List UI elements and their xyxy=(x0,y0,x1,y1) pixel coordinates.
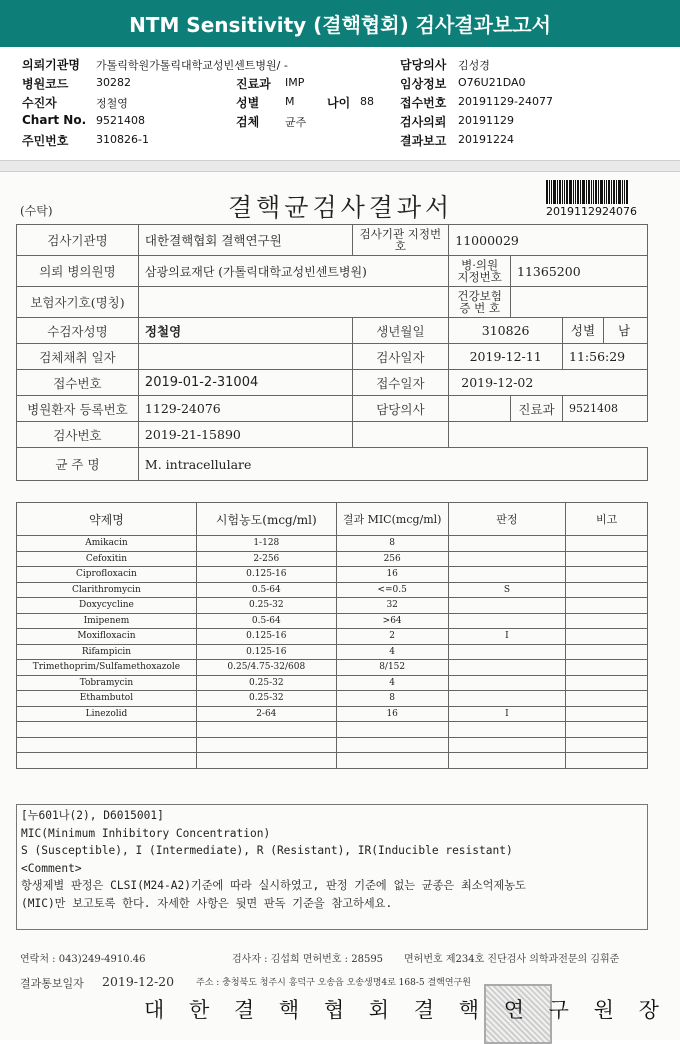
barcode-bar xyxy=(626,180,628,204)
empty-cell xyxy=(336,753,448,769)
barcode-bar xyxy=(577,180,579,204)
test-date-label: 검사일자 xyxy=(352,344,449,370)
resident-no: 310826-1 xyxy=(96,133,149,146)
barcode-bar xyxy=(616,180,617,204)
cell-remarks xyxy=(566,660,648,676)
col-header-drug: 약제명 xyxy=(17,503,197,536)
footer-report-date-label: 결과통보일자 xyxy=(20,977,84,990)
dob-label: 생년월일 xyxy=(352,318,449,344)
recv-date: 2019-12-02 xyxy=(449,370,648,396)
cell-concentration: 0.25-32 xyxy=(196,675,336,691)
note-line: (MIC)만 보고토록 한다. 자세한 사항은 뒷면 판독 기준을 참고하세요. xyxy=(21,896,393,910)
footer-specialist: 면허번호 제234호 진단검사 의학과전문의 김휘준 xyxy=(404,954,620,965)
organism-label: 균 주 명 xyxy=(17,448,139,481)
barcode-bar xyxy=(604,180,605,204)
cell-drug: Doxycycline xyxy=(17,598,197,614)
result-report-date: 20191224 xyxy=(458,133,514,146)
cell-drug: Amikacin xyxy=(17,536,197,552)
cell-interpretation xyxy=(448,675,566,691)
recv-no: 2019-01-2-31004 xyxy=(138,370,352,396)
cell-remarks xyxy=(566,613,648,629)
cell-mic: 4 xyxy=(336,675,448,691)
note-line: 항생제별 판정은 CLSI(M24-A2)기준에 따라 실시하였고, 판정 기준에 없는 균종은 최소억제농도 xyxy=(21,879,526,892)
col-header-concentration: 시험농도(mcg/ml) xyxy=(196,503,336,536)
cell-mic: 8 xyxy=(336,536,448,552)
cell-drug: Trimethoprim/Sulfamethoxazole xyxy=(17,660,197,676)
scanned-result-form xyxy=(0,172,680,1040)
barcode-bar xyxy=(573,180,574,204)
barcode-bar xyxy=(598,180,599,204)
cell-remarks xyxy=(566,551,648,567)
barcode-bar xyxy=(591,180,592,204)
lab-code: 11000029 xyxy=(449,225,648,256)
test-date: 2019-12-11 xyxy=(449,344,563,370)
cell-remarks xyxy=(566,582,648,598)
footer-address: 주소 : 충청북도 청주시 흥덕구 오송읍 오송생명4로 168-5 결핵연구원 xyxy=(196,978,471,988)
table-row xyxy=(17,613,648,629)
hospital-label: 의뢰 병의원명 xyxy=(17,256,139,287)
barcode-bar xyxy=(586,180,587,204)
cell-drug: Clarithromycin xyxy=(17,582,197,598)
table-row xyxy=(17,660,648,676)
cell-mic: 4 xyxy=(336,644,448,660)
table-row xyxy=(17,551,648,567)
barcode-image xyxy=(546,180,638,204)
test-no: 2019-21-15890 xyxy=(138,422,352,448)
sex: M xyxy=(285,95,295,108)
cell-interpretation xyxy=(448,691,566,707)
footer-report-date: 2019-12-20 xyxy=(102,974,175,989)
barcode-bar xyxy=(624,180,625,204)
cell-interpretation: I xyxy=(448,629,566,645)
empty-cell xyxy=(336,722,448,738)
dept-label: 진료과 xyxy=(511,396,563,422)
cell-remarks xyxy=(566,629,648,645)
cell-mic: 2 xyxy=(336,629,448,645)
empty-cell xyxy=(448,737,566,753)
cell-interpretation: S xyxy=(448,582,566,598)
cell-interpretation xyxy=(448,660,566,676)
cell-mic: 32 xyxy=(336,598,448,614)
lab-name: 대한결핵협회 결핵연구원 xyxy=(138,225,352,256)
cell-drug: Moxifloxacin xyxy=(17,629,197,645)
cell-remarks xyxy=(566,567,648,583)
cell-mic: 256 xyxy=(336,551,448,567)
cell-drug: Cefoxitin xyxy=(17,551,197,567)
barcode-bar xyxy=(559,180,561,204)
cell-interpretation xyxy=(448,598,566,614)
form-dept: 9521408 xyxy=(563,396,648,422)
form-title: 결핵균검사결과서 xyxy=(228,193,454,222)
cell-concentration: 1-128 xyxy=(196,536,336,552)
cell-remarks xyxy=(566,691,648,707)
cell-concentration: 2-256 xyxy=(196,551,336,567)
organism: M. intracellulare xyxy=(138,448,647,481)
table-row xyxy=(17,567,648,583)
lab-name-label: 검사기관명 xyxy=(17,225,139,256)
barcode-bar xyxy=(575,180,576,204)
susceptibility-table xyxy=(16,502,648,769)
note-line: [누601나(2), D6015001] xyxy=(21,809,164,822)
barcode-bar xyxy=(564,180,565,204)
barcode-bar xyxy=(606,180,607,204)
cell-mic: 8/152 xyxy=(336,660,448,676)
barcode-bar xyxy=(566,180,568,204)
empty-cell xyxy=(17,737,197,753)
ins-no-value xyxy=(511,287,648,318)
label-sex: 성별 xyxy=(236,96,260,110)
recv-date-label: 접수일자 xyxy=(352,370,449,396)
cell-interpretation xyxy=(448,536,566,552)
cell-remarks xyxy=(566,536,648,552)
blank-cell xyxy=(352,422,449,448)
form-sex: 남 xyxy=(617,323,631,338)
insured-value xyxy=(138,287,448,318)
doctor-label: 담당의사 xyxy=(352,396,449,422)
label-requesting-institution: 의뢰기관명 xyxy=(22,58,80,72)
label-chart-no: Chart No. xyxy=(22,113,87,127)
test-no-label: 검사번호 xyxy=(17,422,139,448)
cell-concentration: 0.25/4.75-32/608 xyxy=(196,660,336,676)
barcode-bar xyxy=(562,180,563,204)
label-result-report: 결과보고 xyxy=(400,134,447,148)
test-time: 11:56:29 xyxy=(563,344,648,370)
cell-concentration: 0.125-16 xyxy=(196,629,336,645)
barcode-bar xyxy=(551,180,552,204)
col-header-mic: 결과 MIC(mcg/ml) xyxy=(336,503,448,536)
barcode-bar xyxy=(618,180,621,204)
empty-cell xyxy=(196,753,336,769)
hospital-code: 30282 xyxy=(96,76,131,89)
label-doctor: 담당의사 xyxy=(400,58,447,72)
barcode-bar xyxy=(613,180,615,204)
reg-no-label: 병원환자 등록번호 xyxy=(17,396,139,422)
label-resident-no: 주민번호 xyxy=(22,134,69,148)
cell-remarks xyxy=(566,644,648,660)
label-department: 진료과 xyxy=(236,77,271,91)
empty-cell xyxy=(17,722,197,738)
hosp-code: 11365200 xyxy=(511,256,648,287)
hosp-code-label: 병·의원 지정번호 xyxy=(449,256,511,287)
section-divider xyxy=(0,160,680,172)
patient-info-panel xyxy=(0,50,680,158)
table-row xyxy=(17,629,648,645)
barcode-bar xyxy=(595,180,597,204)
barcode-bar xyxy=(582,180,585,204)
table-row xyxy=(17,582,648,598)
blank-cell xyxy=(449,422,648,448)
cell-interpretation xyxy=(448,644,566,660)
barcode-bar xyxy=(553,180,556,204)
cell-mic: <=0.5 xyxy=(336,582,448,598)
cell-drug: Ethambutol xyxy=(17,691,197,707)
barcode-bar xyxy=(588,180,590,204)
barcode-bar xyxy=(569,180,572,204)
empty-cell xyxy=(566,737,648,753)
table-row xyxy=(17,691,648,707)
requesting-institution: 가톨릭학원가톨릭대학교성빈센트병원/ - xyxy=(96,59,288,72)
cell-interpretation xyxy=(448,613,566,629)
footer-org-name: 대 한 결 핵 협 회 결 핵 연 구 원 장 xyxy=(144,998,668,1022)
cell-remarks xyxy=(566,675,648,691)
empty-row xyxy=(17,753,648,769)
empty-row xyxy=(17,722,648,738)
footer-contact: 연락처 : 043)249-4910.46 xyxy=(20,954,146,965)
footer-examiner: 검사자 : 김섭희 면허번호 : 28595 xyxy=(232,954,384,965)
barcode-bar xyxy=(608,180,610,204)
barcode-bar xyxy=(546,180,548,204)
patient-name: 정철영 xyxy=(96,97,128,110)
specimen: 균주 xyxy=(285,116,307,129)
table-row xyxy=(17,706,648,722)
label-hospital-code: 병원코드 xyxy=(22,77,69,91)
note-line: MIC(Minimum Inhibitory Concentration) xyxy=(21,826,271,840)
label-receipt-number: 접수번호 xyxy=(400,96,447,110)
report-title: NTM Sensitivity (결핵협회) 검사결과보고서 xyxy=(0,0,680,47)
barcode-number: 2019112924076 xyxy=(546,205,637,218)
recv-no-label: 접수번호 xyxy=(17,370,139,396)
cell-mic: 8 xyxy=(336,691,448,707)
empty-row xyxy=(17,737,648,753)
insured-label: 보험자기호(명칭) xyxy=(17,287,139,318)
copy-tag: (수탁) xyxy=(20,204,53,218)
note-line: <Comment> xyxy=(21,861,82,875)
patient-label: 수검자성명 xyxy=(17,318,139,344)
cell-interpretation xyxy=(448,551,566,567)
empty-cell xyxy=(196,722,336,738)
cell-concentration: 0.5-64 xyxy=(196,613,336,629)
barcode-bar xyxy=(611,180,612,204)
notes-box xyxy=(16,804,648,930)
test-request-date: 20191129 xyxy=(458,114,514,127)
reg-no: 1129-24076 xyxy=(138,396,352,422)
cell-remarks xyxy=(566,706,648,722)
receipt-number: 20191129-24077 xyxy=(458,95,553,108)
collect-label: 검체채취 일자 xyxy=(17,344,139,370)
hospital-name: 삼광의료재단 (가톨릭대학교성빈센트병원) xyxy=(138,256,448,287)
barcode-bar xyxy=(622,180,623,204)
cell-concentration: 0.5-64 xyxy=(196,582,336,598)
barcode-bar xyxy=(557,180,558,204)
patient-form-grid xyxy=(16,224,648,481)
empty-cell xyxy=(17,753,197,769)
cell-mic: >64 xyxy=(336,613,448,629)
department: IMP xyxy=(285,76,305,89)
col-header-remarks: 비고 xyxy=(566,503,648,536)
label-specimen: 검체 xyxy=(236,115,260,129)
barcode-bar xyxy=(593,180,594,204)
label-test-request: 검사의뢰 xyxy=(400,115,447,129)
col-header-interpretation: 판정 xyxy=(448,503,566,536)
empty-cell xyxy=(336,737,448,753)
cell-drug: Linezolid xyxy=(17,706,197,722)
table-row xyxy=(17,675,648,691)
cell-concentration: 0.125-16 xyxy=(196,567,336,583)
clinical-info: O76U21DA0 xyxy=(458,76,526,89)
cell-concentration: 2-64 xyxy=(196,706,336,722)
cell-remarks xyxy=(566,598,648,614)
cell-concentration: 0.125-16 xyxy=(196,644,336,660)
cell-drug: Ciprofloxacin xyxy=(17,567,197,583)
label-patient: 수진자 xyxy=(22,96,57,110)
barcode-bar xyxy=(600,180,603,204)
doctor: 김성경 xyxy=(458,59,490,72)
empty-cell xyxy=(566,753,648,769)
cell-concentration: 0.25-32 xyxy=(196,691,336,707)
chart-no: 9521408 xyxy=(96,114,145,127)
table-row xyxy=(17,536,648,552)
table-row xyxy=(17,598,648,614)
age: 88 xyxy=(360,95,374,108)
cell-mic: 16 xyxy=(336,706,448,722)
empty-cell xyxy=(196,737,336,753)
cell-interpretation xyxy=(448,567,566,583)
empty-cell xyxy=(448,722,566,738)
barcode-bar xyxy=(580,180,581,204)
label-age: 나이 xyxy=(327,96,351,110)
barcode-bar xyxy=(549,180,550,204)
ins-no-label: 건강보험 증 번 호 xyxy=(449,287,511,318)
note-line: S (Susceptible), I (Intermediate), R (Resistant), IR(Inducible resistant) xyxy=(21,844,513,857)
dob: 310826 xyxy=(449,318,563,344)
lab-code-label: 검사기관 지정번호 xyxy=(352,225,449,256)
cell-drug: Imipenem xyxy=(17,613,197,629)
collect-date xyxy=(138,344,352,370)
cell-concentration: 0.25-32 xyxy=(196,598,336,614)
cell-drug: Rifampicin xyxy=(17,644,197,660)
label-clinical-info: 임상정보 xyxy=(400,77,447,91)
cell-interpretation: I xyxy=(448,706,566,722)
empty-cell xyxy=(566,722,648,738)
cell-mic: 16 xyxy=(336,567,448,583)
table-row xyxy=(17,644,648,660)
cell-drug: Tobramycin xyxy=(17,675,197,691)
form-doctor xyxy=(449,396,511,422)
empty-cell xyxy=(448,753,566,769)
form-patient-name: 정철영 xyxy=(138,318,352,344)
sex-label: 성별 xyxy=(563,318,604,343)
